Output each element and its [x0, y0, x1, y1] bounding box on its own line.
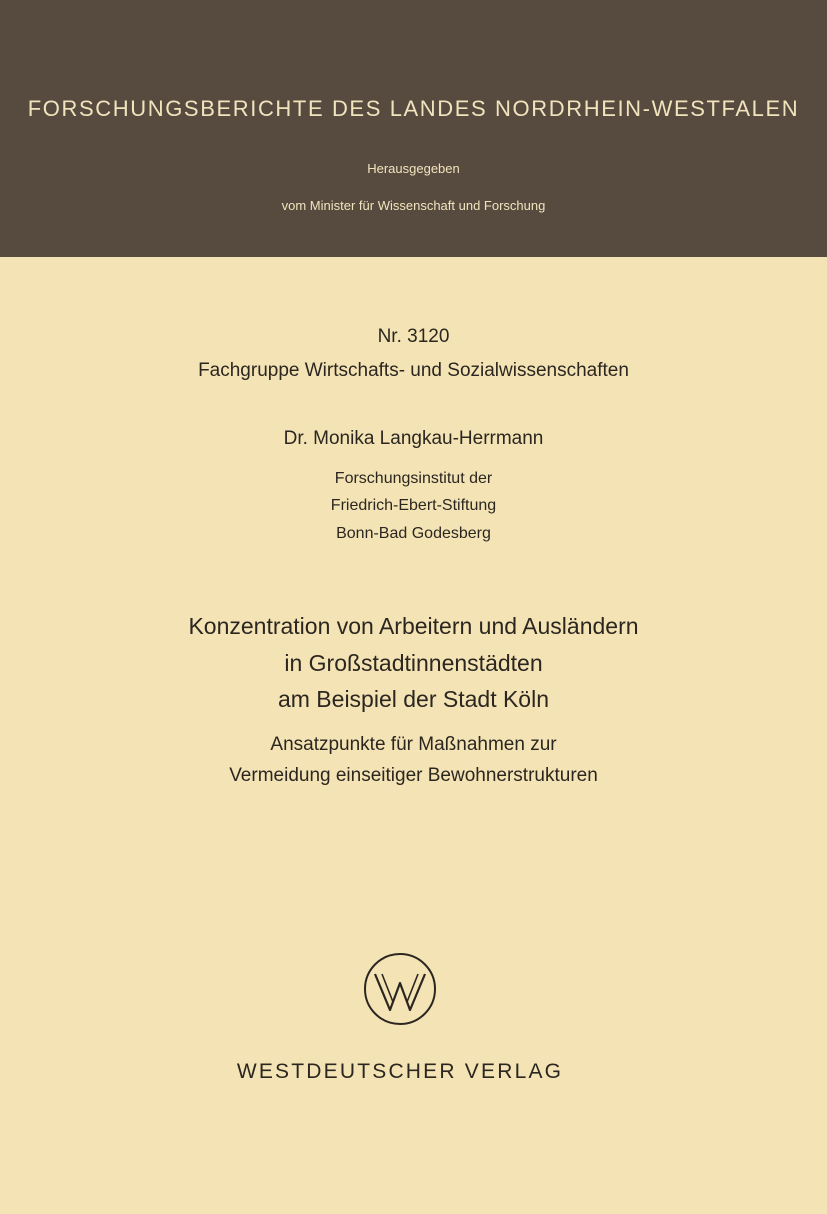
report-number: Nr. 3120	[377, 326, 450, 347]
publisher-logo-icon	[363, 952, 437, 1026]
issued-by-label: Herausgegeben	[367, 161, 460, 176]
affiliation-line: Bonn-Bad Godesberg	[336, 525, 491, 542]
subtitle-line: Vermeidung einseitiger Bewohnerstrukturen	[229, 765, 598, 786]
author-name: Dr. Monika Langkau-Herrmann	[283, 428, 544, 449]
subject-group: Fachgruppe Wirtschafts- und Sozialwissenschaften	[198, 360, 629, 381]
subtitle-line: Ansatzpunkte für Maßnahmen zur	[270, 734, 557, 755]
issuer-line: vom Minister für Wissenschaft und Forschung	[281, 198, 546, 213]
header-band	[0, 0, 827, 257]
affiliation-line: Friedrich-Ebert-Stiftung	[330, 497, 497, 514]
book-title-line: Konzentration von Arbeitern und Ausländern	[188, 613, 639, 639]
book-title-line: am Beispiel der Stadt Köln	[277, 686, 550, 712]
series-title: FORSCHUNGSBERICHTE DES LANDES NORDRHEIN-WESTFALEN	[27, 96, 800, 121]
publisher-name: WESTDEUTSCHER VERLAG	[236, 1060, 564, 1083]
book-title-line: in Großstadtinnenstädten	[284, 650, 543, 676]
affiliation-line: Forschungsinstitut der	[334, 470, 493, 487]
